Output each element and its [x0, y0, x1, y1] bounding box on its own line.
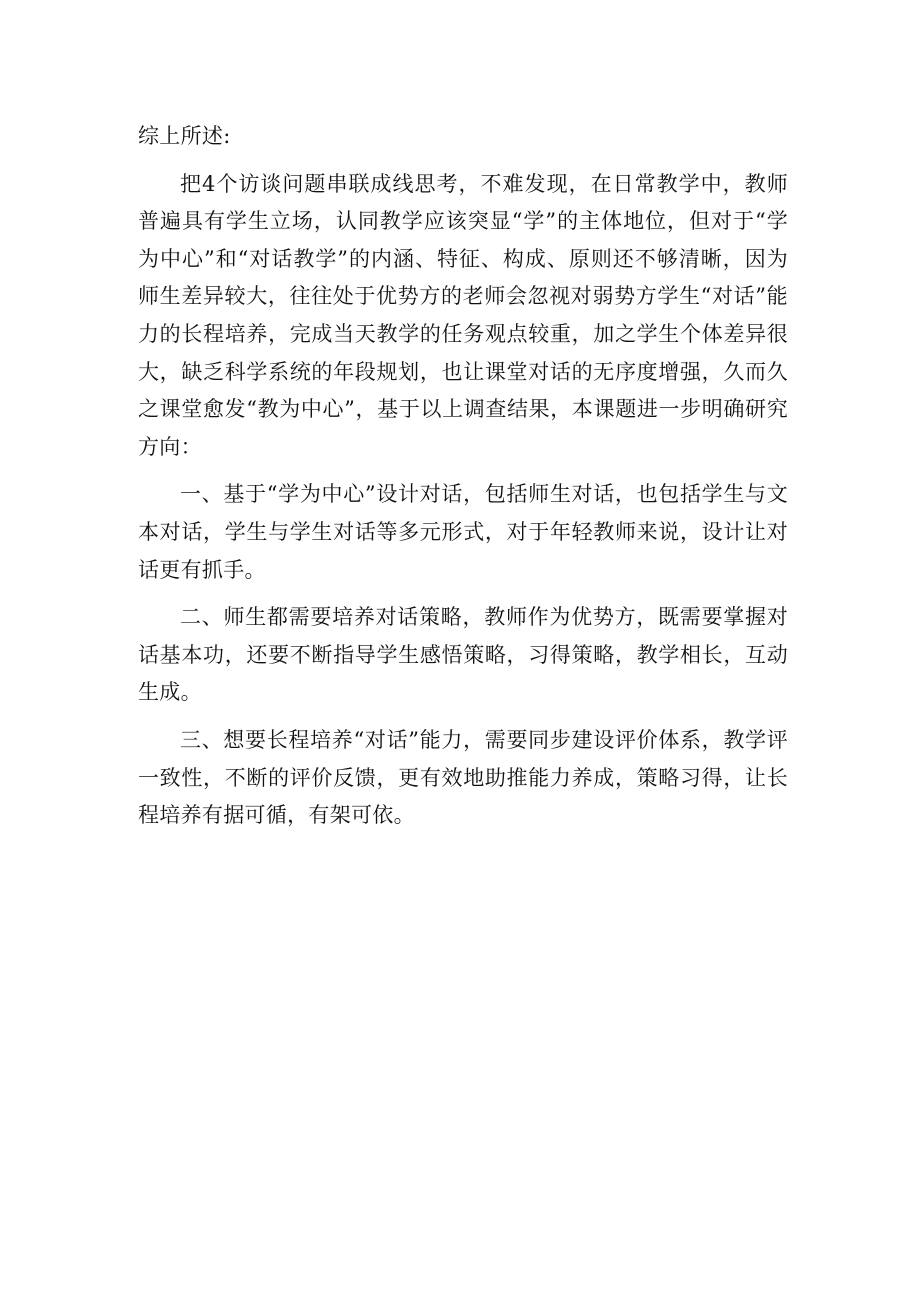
paragraph-findings: 把4个访谈问题串联成线思考，不难发现，在日常教学中，教师普遍具有学生立场，认同教学应该突显“学”的主体地位，但对于“学为中心”和“对话教学”的内涵、特征、构成、原则还不够清晰，因为师生差异较大，往往处于优势方的老师会忽视对弱势方学生“对话”能力的长程培养，完成当天教学的任务观点较重，加之学生个体差异很大，缺乏科学系统的年段规划，也让课堂对话的无序度增强，久而久之课堂愈发“教为中心”，基于以上调查结果，本课题进一步明确研究方向：	[138, 171, 788, 459]
paragraph-direction-one: 一、基于“学为中心”设计对话，包括师生对话，也包括学生与文本对话，学生与学生对话等多元形式，对于年轻教师来说，设计让对话更有抓手。	[138, 482, 788, 582]
document-body	[138, 118, 788, 845]
summary-heading: 综上所述:	[138, 124, 231, 148]
paragraph-direction-three: 三、想要长程培养“对话”能力，需要同步建设评价体系，教学评一致性，不断的评价反馈，更有效地助推能力养成，策略习得，让长程培养有据可循，有架可依。	[138, 727, 788, 828]
paragraph-direction-two: 二、师生都需要培养对话策略，教师作为优势方，既需要掌握对话基本功，还要不断指导学生感悟策略，习得策略，教学相长，互动生成。	[138, 605, 788, 705]
